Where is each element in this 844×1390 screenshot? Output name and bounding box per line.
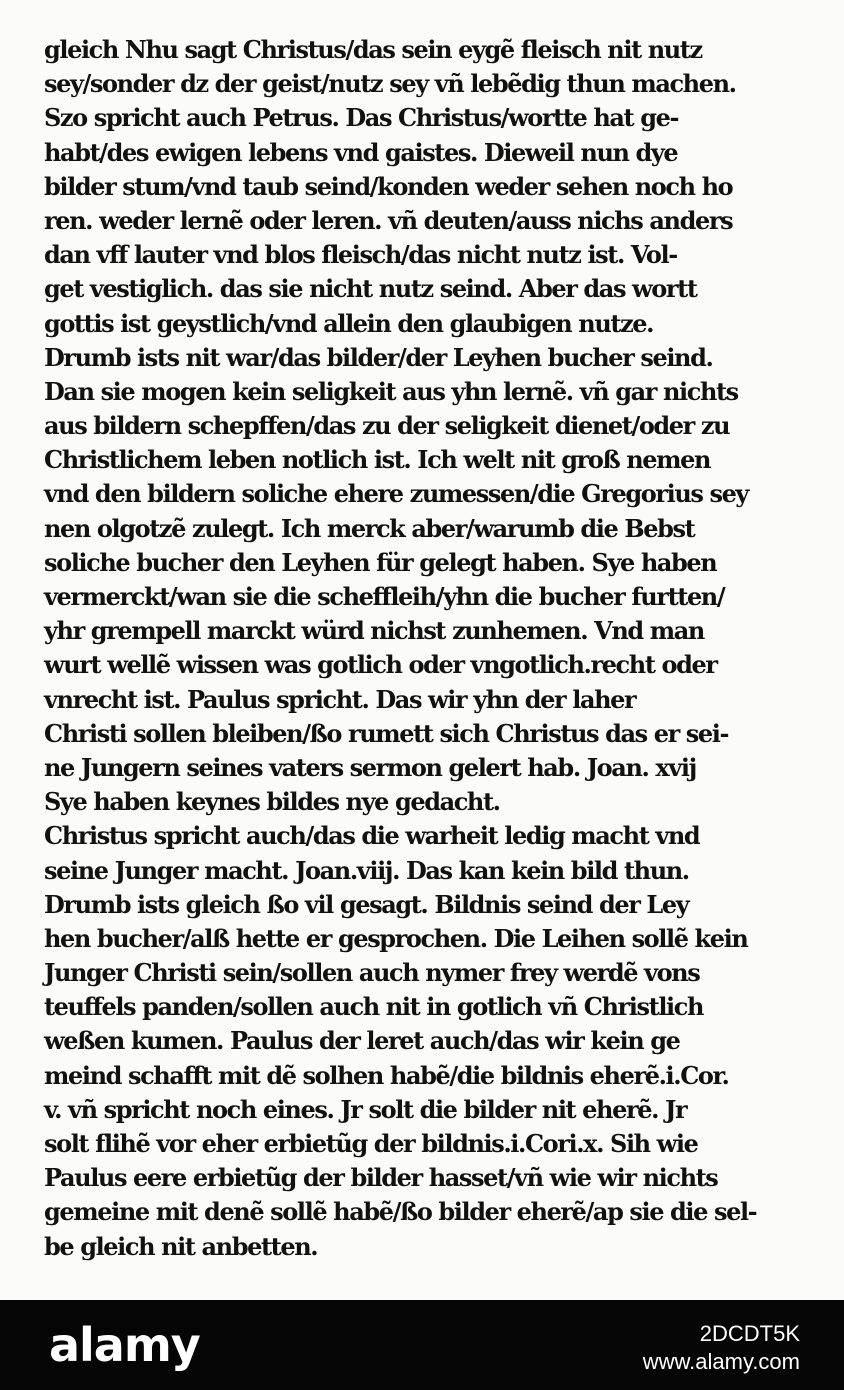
text-line: get vestiglich. das sie nicht nutz seind. Aber das wortt xyxy=(44,274,697,304)
text-line: wurt wellẽ wissen was gotlich oder vngotlich.recht oder xyxy=(44,650,717,680)
text-line: soliche bucher den Leyhen für gelegt haben. Sye haben xyxy=(44,547,717,577)
text-line: v. vñ spricht noch eines. Jr solt die bilder nit eherẽ. Jr xyxy=(44,1094,687,1124)
text-line: vermerckt/wan sie die scheffleih/yhn die bucher furtten/ xyxy=(44,582,725,611)
text-line: yhr grempell marckt würd nichst zunhemen. Vnd man xyxy=(44,616,704,646)
text-line: nen olgotzẽ zulegt. Ich merck aber/warumb die Bebst xyxy=(44,513,695,543)
text-line: gottis ist geystlich/vnd allein den glaubigen nutze. xyxy=(44,308,654,338)
text-line: gleich Nhu sagt Christus/das sein eygẽ fleisch nit nutz xyxy=(44,35,702,64)
text-line: ren. weder lernẽ oder leren. vñ deuten/auss nichs anders xyxy=(44,205,733,235)
watermark-bar xyxy=(0,1300,844,1390)
text-line: Christus spricht auch/das die warheit ledig macht vnd xyxy=(44,821,700,851)
image-id-label: 2DCDT5K xyxy=(699,1321,800,1346)
text-line: Christlichem leben notlich ist. Ich welt nit groß nemen xyxy=(44,445,711,475)
text-line: seine Junger macht. Joan.viij. Das kan kein bild thun. xyxy=(44,855,689,885)
text-line: ne Jungern seines vaters sermon gelert hab. Joan. xvij xyxy=(44,752,696,782)
text-line: vnrecht ist. Paulus spricht. Das wir yhn der laher xyxy=(44,684,636,714)
text-line: habt/des ewigen lebens vnd gaistes. Dieweil nun dye xyxy=(44,137,678,167)
text-line: Sye haben keynes bildes nye gedacht. xyxy=(44,787,500,817)
text-line: Szo spricht auch Petrus. Das Christus/wortte hat ge- xyxy=(44,103,679,133)
text-line: solt flihẽ vor eher erbietũg der bildnis.i.Cori.x. Sih wie xyxy=(44,1129,698,1158)
text-line: Dan sie mogen kein seligkeit aus yhn lernẽ. vñ gar nichts xyxy=(44,376,738,406)
text-line: weßen kumen. Paulus der leret auch/das wir kein ge xyxy=(44,1026,680,1056)
text-line: hen bucher/alß hette er gesprochen. Die Leihen sollẽ kein xyxy=(44,923,748,953)
text-line: dan vff lauter vnd blos fleisch/das nicht nutz ist. Vol- xyxy=(44,240,677,270)
alamy-logo: alamy xyxy=(49,1318,200,1372)
text-line: Christi sollen bleiben/ßo rumett sich Christus das er sei- xyxy=(44,718,729,748)
text-line: Drumb ists nit war/das bilder/der Leyhen bucher seind. xyxy=(44,342,713,372)
text-line: Junger Christi sein/sollen auch nymer frey werdẽ vons xyxy=(44,958,700,988)
text-line: meind schafft mit dẽ solhen habẽ/die bildnis eherẽ.i.Cor. xyxy=(44,1060,729,1090)
text-line: gemeine mit denẽ sollẽ habẽ/ßo bilder eherẽ/ap sie die sel- xyxy=(44,1197,757,1227)
text-line: sey/sonder dz der geist/nutz sey vñ lebẽdig thun machen. xyxy=(44,69,736,99)
text-line: teuffels panden/sollen auch nit in gotlich vñ Christlich xyxy=(44,992,704,1022)
blackletter-text-block xyxy=(44,33,816,1264)
text-line: vnd den bildern soliche ehere zumessen/die Gregorius sey xyxy=(44,479,748,509)
text-line: bilder stum/vnd taub seind/konden weder sehen noch ho xyxy=(44,171,733,201)
text-line: aus bildern schepffen/das zu der seligkeit dienet/oder zu xyxy=(44,411,730,441)
text-line: Paulus eere erbietũg der bilder hasset/vñ wie wir nichts xyxy=(44,1163,718,1193)
watermark-url: www.alamy.com xyxy=(642,1349,800,1374)
text-line: Drumb ists gleich ßo vil gesagt. Bildnis seind der Ley xyxy=(44,889,689,919)
text-line: be gleich nit anbetten. xyxy=(44,1231,318,1261)
